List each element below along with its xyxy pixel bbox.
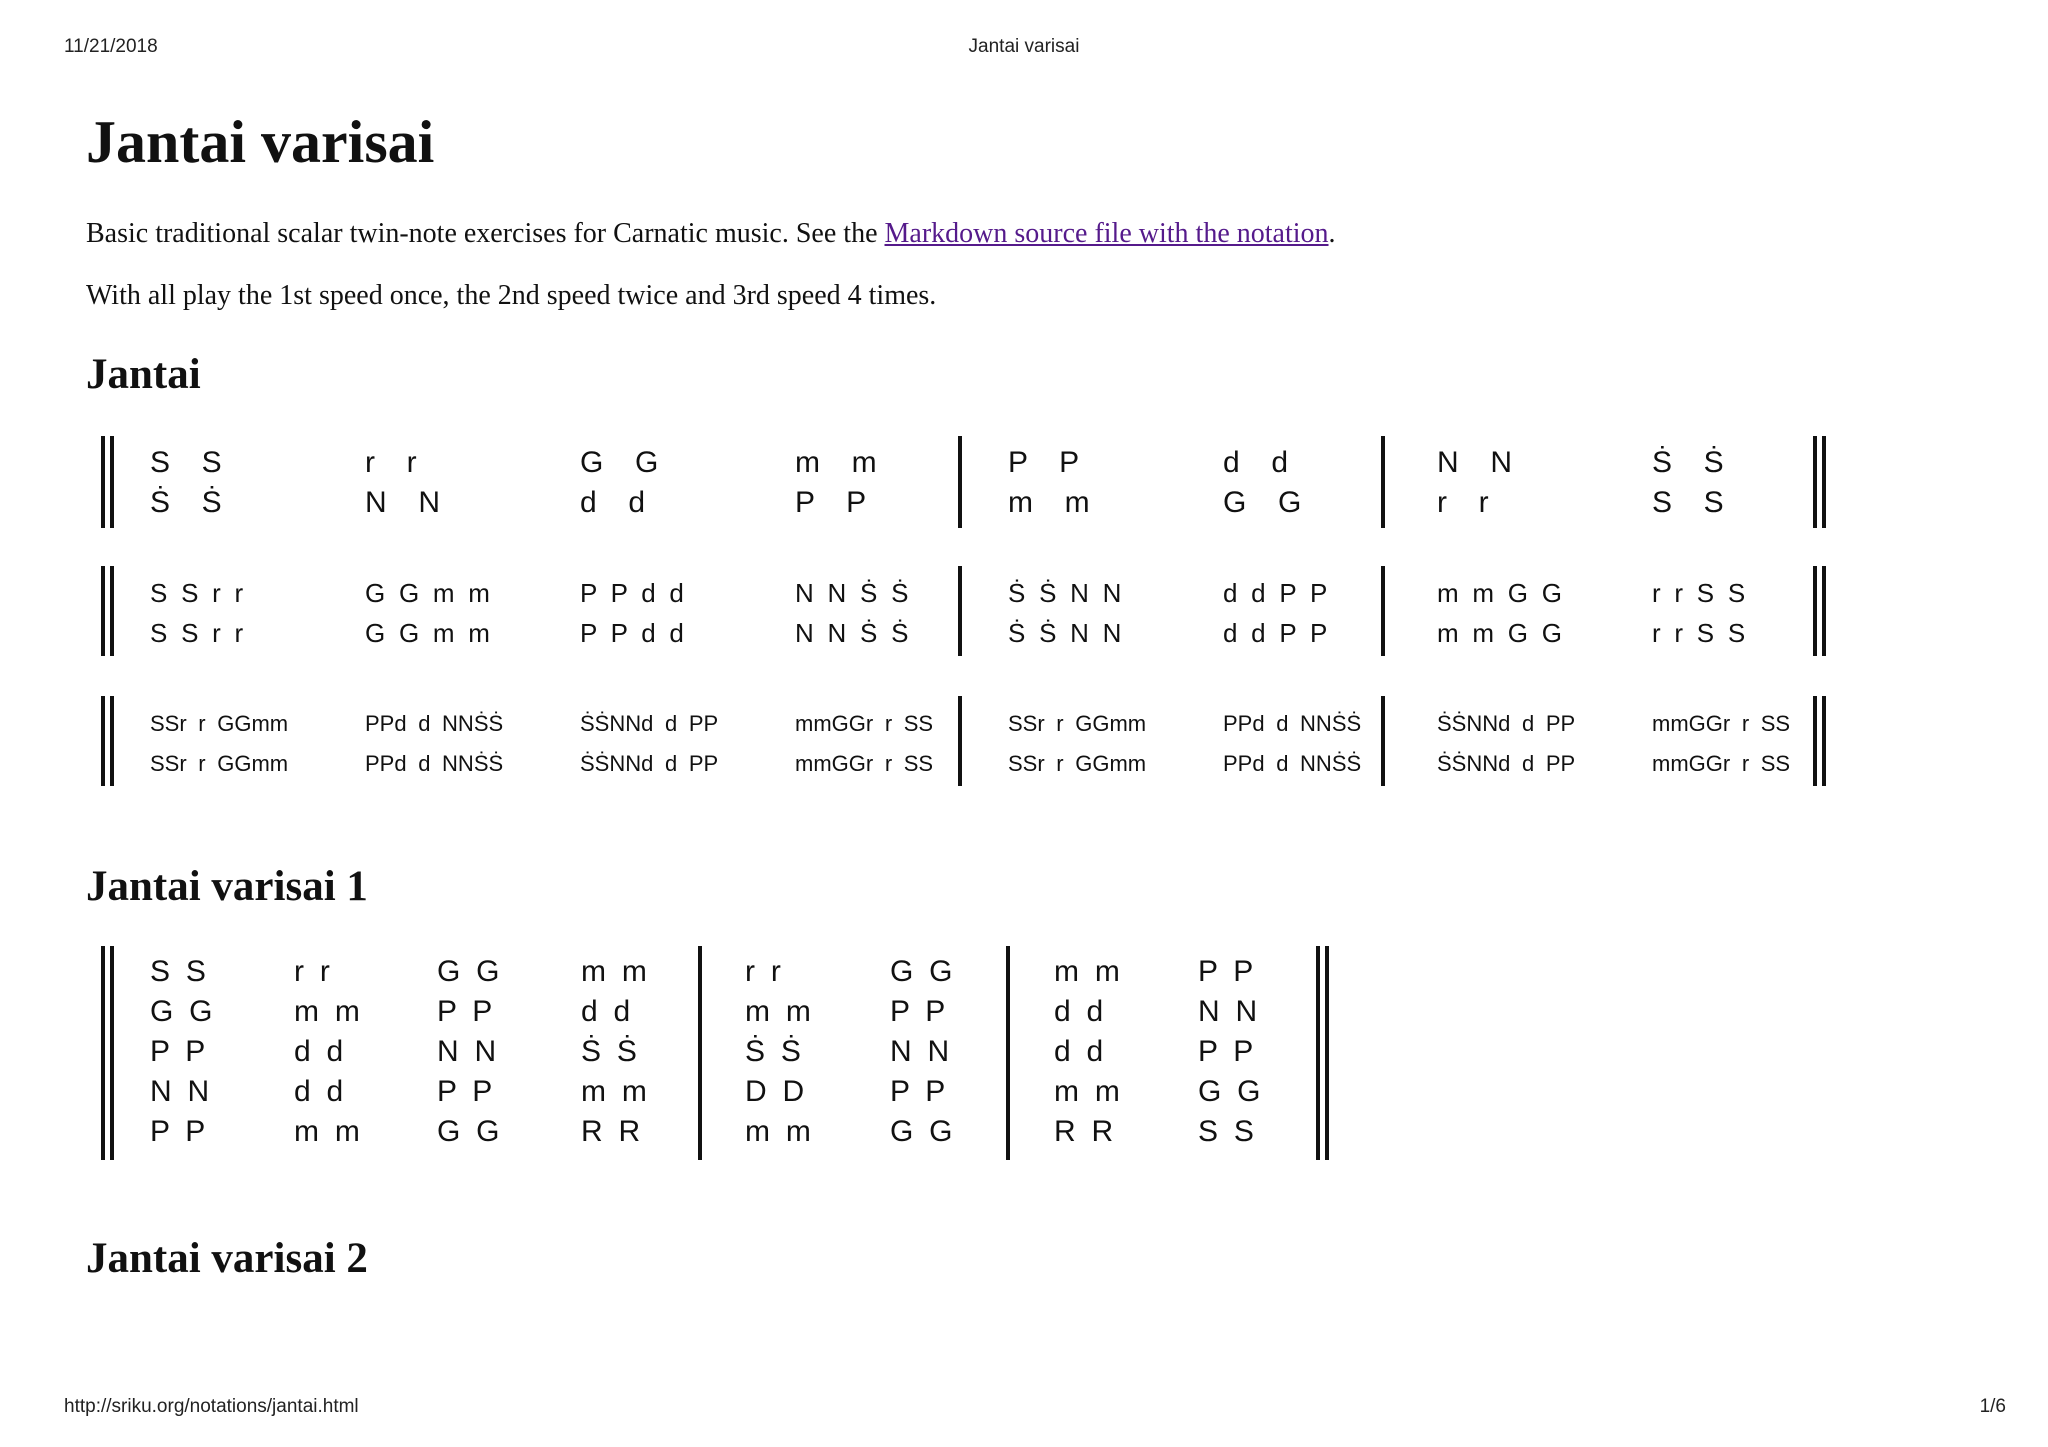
notation-cell: SSr r GGmm bbox=[150, 711, 289, 736]
double-bar-line bbox=[1822, 436, 1826, 528]
notation-cell: Ṡ Ṡ bbox=[745, 1035, 801, 1068]
notation-cell: S S r r bbox=[150, 618, 244, 648]
intro-text-after: . bbox=[1328, 218, 1336, 249]
double-bar-line bbox=[1822, 696, 1826, 786]
bar-line bbox=[958, 566, 962, 656]
notation-cell: m m bbox=[745, 1115, 811, 1148]
section-heading-jantai-varisai-2: Jantai varisai 2 bbox=[86, 1235, 368, 1282]
speed-note: With all play the 1st speed once, the 2nd speed twice and 3rd speed 4 times. bbox=[86, 280, 937, 311]
notation-cell: N N bbox=[150, 1075, 210, 1108]
notation-cell: G G bbox=[150, 995, 213, 1028]
notation-cell: D D bbox=[745, 1075, 805, 1108]
notation-cell: PPd d NNṠṠ bbox=[365, 711, 504, 736]
notation-cell: m m bbox=[745, 995, 811, 1028]
double-bar-line bbox=[1813, 566, 1817, 656]
notation-cell: Ṡ Ṡ N N bbox=[1008, 618, 1122, 648]
print-footer-page-number: 1/6 bbox=[1979, 1396, 2006, 1417]
notation-cell: r r bbox=[294, 955, 330, 988]
notation-cell: r r bbox=[365, 446, 417, 479]
bar-line bbox=[1381, 436, 1385, 528]
notation-cell: r r S S bbox=[1652, 578, 1746, 608]
notation-cell: P P bbox=[1008, 446, 1080, 479]
notation-cell: P P d d bbox=[580, 578, 684, 608]
notation-cell: P P bbox=[795, 486, 867, 519]
double-bar-line bbox=[1813, 696, 1817, 786]
notation-cell: P P bbox=[1198, 955, 1254, 988]
double-bar-line bbox=[101, 696, 105, 786]
bar-line bbox=[1381, 566, 1385, 656]
notation-cell: d d bbox=[294, 1035, 344, 1068]
notation-cell: Ṡ Ṡ bbox=[1652, 446, 1724, 479]
notation-cell: P P bbox=[150, 1035, 206, 1068]
notation-cell: d d P P bbox=[1223, 618, 1328, 648]
section-heading-jantai: Jantai bbox=[86, 351, 201, 398]
notation-cell: G G bbox=[580, 446, 659, 479]
bar-line bbox=[1006, 946, 1010, 1160]
notation-cell: S S bbox=[1198, 1115, 1254, 1148]
notation-cell: PPd d NNṠṠ bbox=[1223, 711, 1362, 736]
notation-cell: P P bbox=[437, 995, 493, 1028]
notation-cell: PPd d NNṠṠ bbox=[365, 751, 504, 776]
notation-cell: ṠṠNNd d PP bbox=[580, 751, 719, 776]
double-bar-line bbox=[101, 566, 105, 656]
notation-cell: G G bbox=[437, 955, 500, 988]
notation-cell: m m bbox=[294, 995, 360, 1028]
notation-cell: mmGGr r SS bbox=[795, 751, 934, 776]
notation-cell: mmGGr r SS bbox=[1652, 751, 1791, 776]
notation-cell: Ṡ Ṡ bbox=[150, 486, 222, 519]
bar-line bbox=[958, 436, 962, 528]
notation-cell: ṠṠNNd d PP bbox=[1437, 711, 1576, 736]
double-bar-line bbox=[110, 696, 114, 786]
notation-cell: P P d d bbox=[580, 618, 684, 648]
notation-cell: R R bbox=[1054, 1115, 1114, 1148]
notation-cell: mmGGr r SS bbox=[1652, 711, 1791, 736]
notation-cell: d d P P bbox=[1223, 578, 1328, 608]
notation-cell: m m bbox=[581, 955, 647, 988]
bar-line bbox=[698, 946, 702, 1160]
notation-cell: r r bbox=[745, 955, 781, 988]
double-bar-line bbox=[1813, 436, 1817, 528]
notation-cell: d d bbox=[1054, 1035, 1104, 1068]
notation-cell: G G bbox=[1223, 486, 1302, 519]
print-footer-url: http://sriku.org/notations/jantai.html bbox=[64, 1396, 359, 1417]
double-bar-line bbox=[110, 436, 114, 528]
notation-cell: P P bbox=[890, 1075, 946, 1108]
notation-cell: ṠṠNNd d PP bbox=[1437, 751, 1576, 776]
notation-cell: S S bbox=[150, 446, 222, 479]
notation-cell: N N bbox=[365, 486, 440, 519]
notation-cell: Ṡ Ṡ bbox=[581, 1035, 637, 1068]
notation-cell: mmGGr r SS bbox=[795, 711, 934, 736]
notation-cell: P P bbox=[150, 1115, 206, 1148]
notation-cell: r r bbox=[1437, 486, 1489, 519]
double-bar-line bbox=[101, 946, 105, 1160]
bar-line bbox=[1381, 696, 1385, 786]
notation-cell: N N Ṡ Ṡ bbox=[795, 618, 909, 648]
markdown-source-link[interactable]: Markdown source file with the notation bbox=[884, 218, 1329, 249]
notation-cell: P P bbox=[1198, 1035, 1254, 1068]
notation-cell: d d bbox=[580, 486, 646, 519]
double-bar-line bbox=[1316, 946, 1320, 1160]
notation-cell: SSr r GGmm bbox=[1008, 751, 1147, 776]
notation-cell: m m bbox=[795, 446, 877, 479]
intro-text-before: Basic traditional scalar twin-note exercises for Carnatic music. See the bbox=[86, 218, 885, 249]
double-bar-line bbox=[101, 436, 105, 528]
notation-cell: N N Ṡ Ṡ bbox=[795, 578, 909, 608]
notation-cell: P P bbox=[890, 995, 946, 1028]
notation-cell: S S bbox=[150, 955, 206, 988]
bar-line bbox=[958, 696, 962, 786]
notation-cell: m m bbox=[1054, 955, 1120, 988]
notation-cell: SSr r GGmm bbox=[150, 751, 289, 776]
notation-cell: m m bbox=[581, 1075, 647, 1108]
notation-cell: m m bbox=[1054, 1075, 1120, 1108]
notation-cell: N N bbox=[890, 1035, 950, 1068]
page-title: Jantai varisai bbox=[86, 109, 435, 175]
notation-cell: S S bbox=[1652, 486, 1724, 519]
notation-cell: d d bbox=[1054, 995, 1104, 1028]
double-bar-line bbox=[110, 566, 114, 656]
notation-cell: PPd d NNṠṠ bbox=[1223, 751, 1362, 776]
notation-cell: m m G G bbox=[1437, 618, 1562, 648]
notation-cell: G G bbox=[890, 1115, 953, 1148]
notation-cell: P P bbox=[437, 1075, 493, 1108]
double-bar-line bbox=[1325, 946, 1329, 1160]
notation-cell: G G bbox=[890, 955, 953, 988]
notation-cell: r r S S bbox=[1652, 618, 1746, 648]
notation-cell: d d bbox=[1223, 446, 1289, 479]
notation-cell: G G m m bbox=[365, 618, 490, 648]
notation-cell: m m bbox=[294, 1115, 360, 1148]
notation-cell: R R bbox=[581, 1115, 641, 1148]
notation-cell: G G bbox=[437, 1115, 500, 1148]
section-heading-jantai-varisai-1: Jantai varisai 1 bbox=[86, 863, 368, 910]
print-header-title: Jantai varisai bbox=[968, 36, 1080, 57]
notation-cell: G G bbox=[1198, 1075, 1261, 1108]
notation-cell: d d bbox=[294, 1075, 344, 1108]
print-header-date: 11/21/2018 bbox=[64, 36, 158, 57]
notation-cell: d d bbox=[581, 995, 631, 1028]
double-bar-line bbox=[1822, 566, 1826, 656]
notation-cell: N N bbox=[1437, 446, 1512, 479]
notation-cell: ṠṠNNd d PP bbox=[580, 711, 719, 736]
notation-cell: S S r r bbox=[150, 578, 244, 608]
notation-cell: m m G G bbox=[1437, 578, 1562, 608]
intro-paragraph bbox=[86, 218, 1336, 250]
notation-cell: SSr r GGmm bbox=[1008, 711, 1147, 736]
notation-cell: N N bbox=[1198, 995, 1258, 1028]
notation-cell: Ṡ Ṡ N N bbox=[1008, 578, 1122, 608]
notation-cell: N N bbox=[437, 1035, 497, 1068]
notation-cell: G G m m bbox=[365, 578, 490, 608]
double-bar-line bbox=[110, 946, 114, 1160]
notation-cell: m m bbox=[1008, 486, 1090, 519]
